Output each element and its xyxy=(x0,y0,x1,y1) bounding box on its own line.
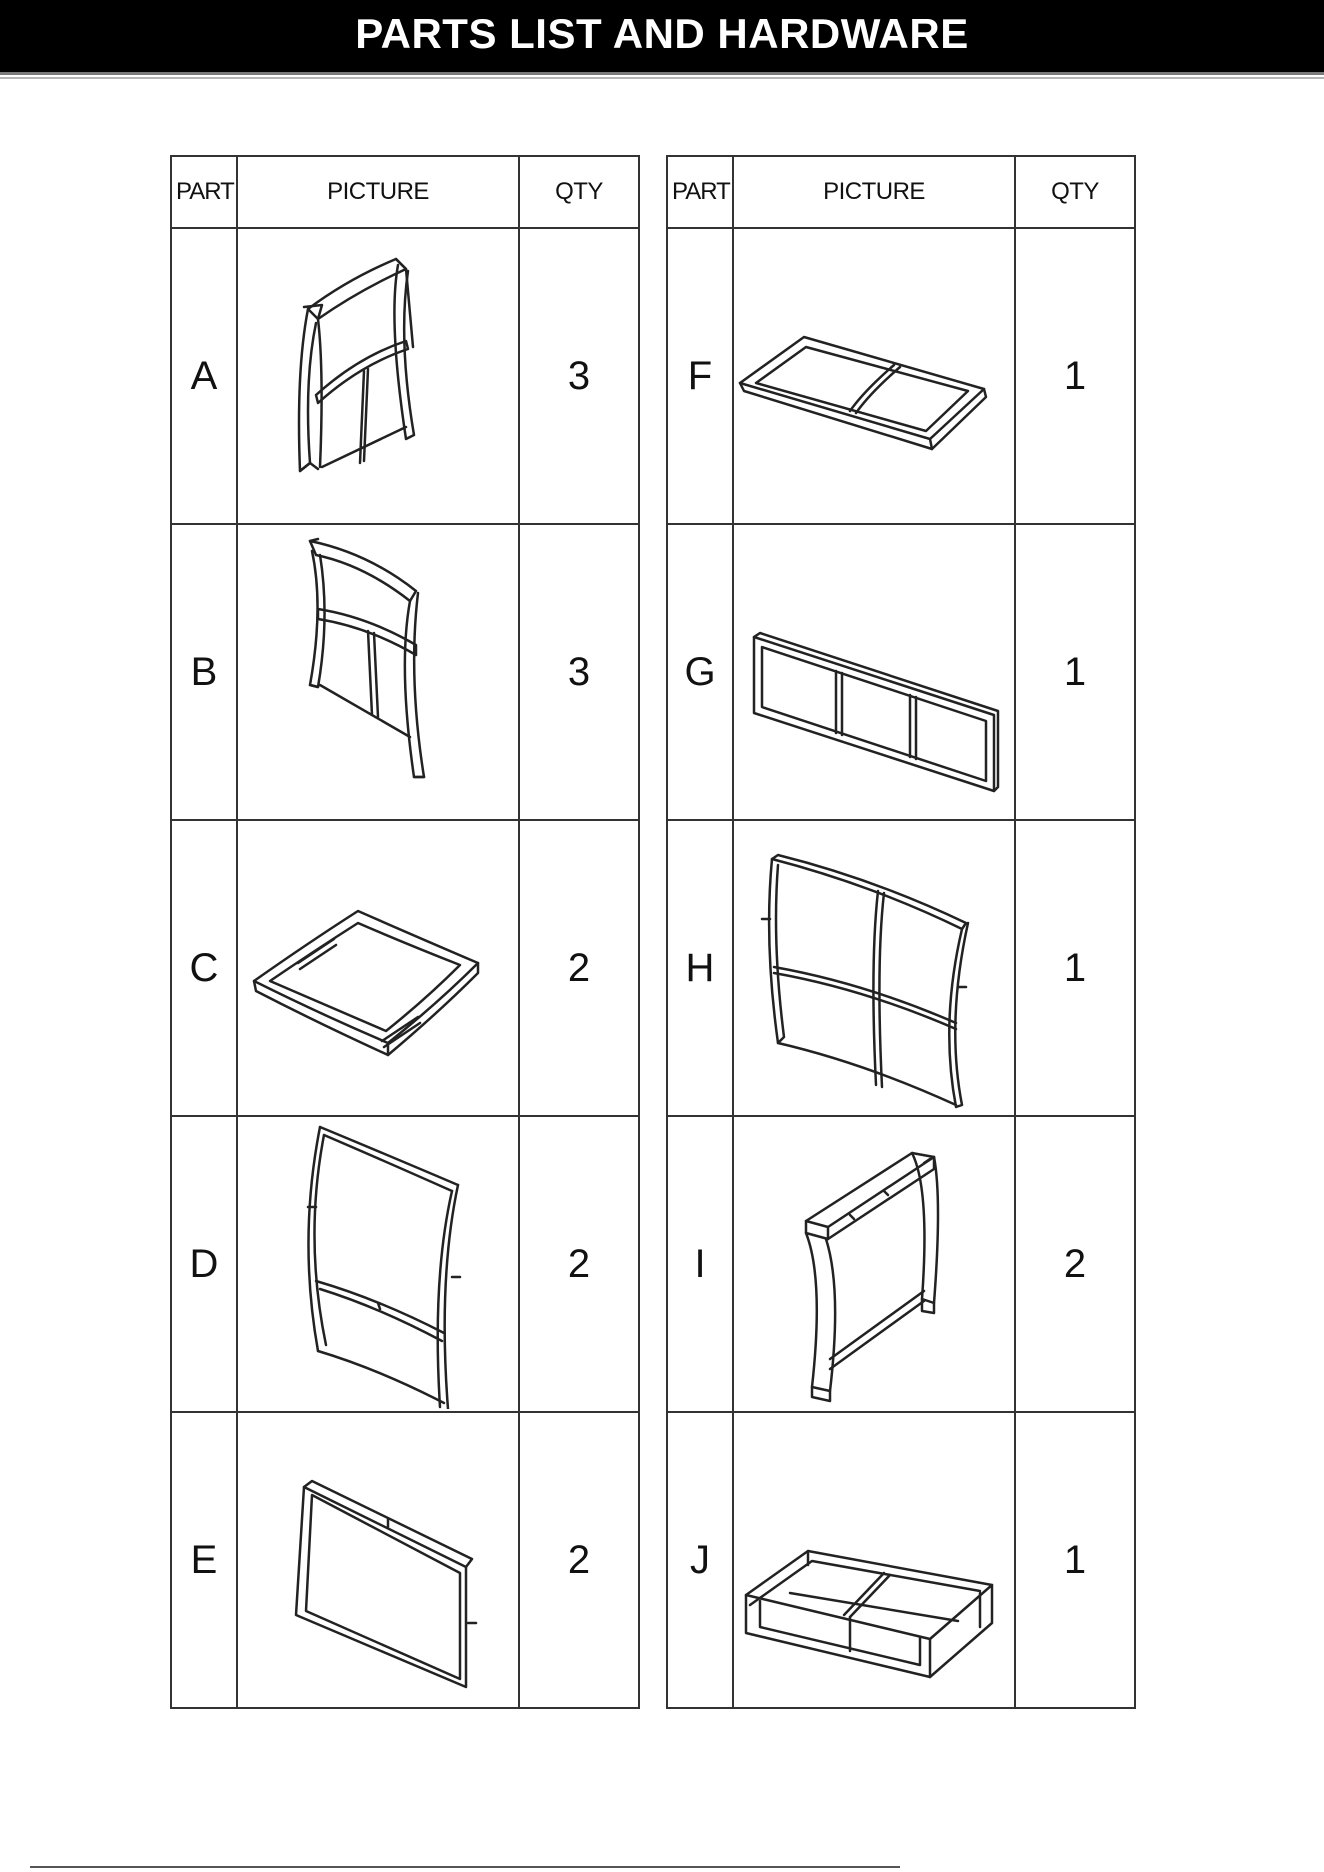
table-row xyxy=(171,1116,639,1412)
header-bar xyxy=(0,0,1324,72)
part-letter: A xyxy=(171,228,237,524)
parts-table-right xyxy=(666,155,1136,1709)
part-letter: I xyxy=(667,1116,733,1412)
table-row xyxy=(667,524,1135,820)
curved-back-frame-icon xyxy=(734,823,1014,1113)
part-letter: C xyxy=(171,820,237,1116)
three-panel-frame-icon xyxy=(734,527,1014,817)
part-qty: 1 xyxy=(1015,524,1135,820)
part-qty: 2 xyxy=(1015,1116,1135,1412)
part-picture xyxy=(733,524,1015,820)
part-letter: D xyxy=(171,1116,237,1412)
part-picture xyxy=(237,1116,519,1412)
part-picture xyxy=(733,228,1015,524)
page-title: PARTS LIST AND HARDWARE xyxy=(355,10,969,57)
part-letter: G xyxy=(667,524,733,820)
column-header-qty: QTY xyxy=(519,156,639,228)
part-picture xyxy=(237,228,519,524)
part-qty: 3 xyxy=(519,524,639,820)
seat-back-frame-icon xyxy=(238,527,518,817)
column-header-picture: PICTURE xyxy=(237,156,519,228)
footer-divider xyxy=(30,1866,900,1868)
header-divider xyxy=(0,72,1324,75)
part-letter: B xyxy=(171,524,237,820)
part-picture xyxy=(733,1412,1015,1708)
seat-base-frame-icon xyxy=(238,823,518,1113)
part-qty: 2 xyxy=(519,1116,639,1412)
part-qty: 3 xyxy=(519,228,639,524)
part-letter: E xyxy=(171,1412,237,1708)
flat-panel-frame-icon xyxy=(238,1415,518,1705)
table-row xyxy=(667,228,1135,524)
part-picture xyxy=(237,1412,519,1708)
column-header-qty: QTY xyxy=(1015,156,1135,228)
column-header-part: PART xyxy=(667,156,733,228)
table-row xyxy=(171,1412,639,1708)
part-qty: 1 xyxy=(1015,1412,1135,1708)
table-header-row xyxy=(171,156,639,228)
table-top-frame-icon xyxy=(734,231,1014,521)
part-qty: 2 xyxy=(519,1412,639,1708)
table-row xyxy=(667,820,1135,1116)
part-picture xyxy=(237,524,519,820)
side-arm-frame-icon xyxy=(734,1119,1014,1409)
part-qty: 1 xyxy=(1015,820,1135,1116)
part-qty: 1 xyxy=(1015,228,1135,524)
table-row xyxy=(667,1116,1135,1412)
part-letter: H xyxy=(667,820,733,1116)
base-box-frame-icon xyxy=(734,1415,1014,1705)
curved-panel-frame-icon xyxy=(238,1119,518,1409)
header-divider-secondary xyxy=(0,77,1324,79)
seat-back-frame-icon xyxy=(238,231,518,521)
table-row xyxy=(171,820,639,1116)
parts-table-left xyxy=(170,155,640,1709)
part-picture xyxy=(733,1116,1015,1412)
column-header-part: PART xyxy=(171,156,237,228)
table-row xyxy=(171,524,639,820)
column-header-picture: PICTURE xyxy=(733,156,1015,228)
part-picture xyxy=(237,820,519,1116)
table-header-row xyxy=(667,156,1135,228)
part-letter: J xyxy=(667,1412,733,1708)
table-row xyxy=(171,228,639,524)
part-letter: F xyxy=(667,228,733,524)
part-qty: 2 xyxy=(519,820,639,1116)
table-row xyxy=(667,1412,1135,1708)
part-picture xyxy=(733,820,1015,1116)
